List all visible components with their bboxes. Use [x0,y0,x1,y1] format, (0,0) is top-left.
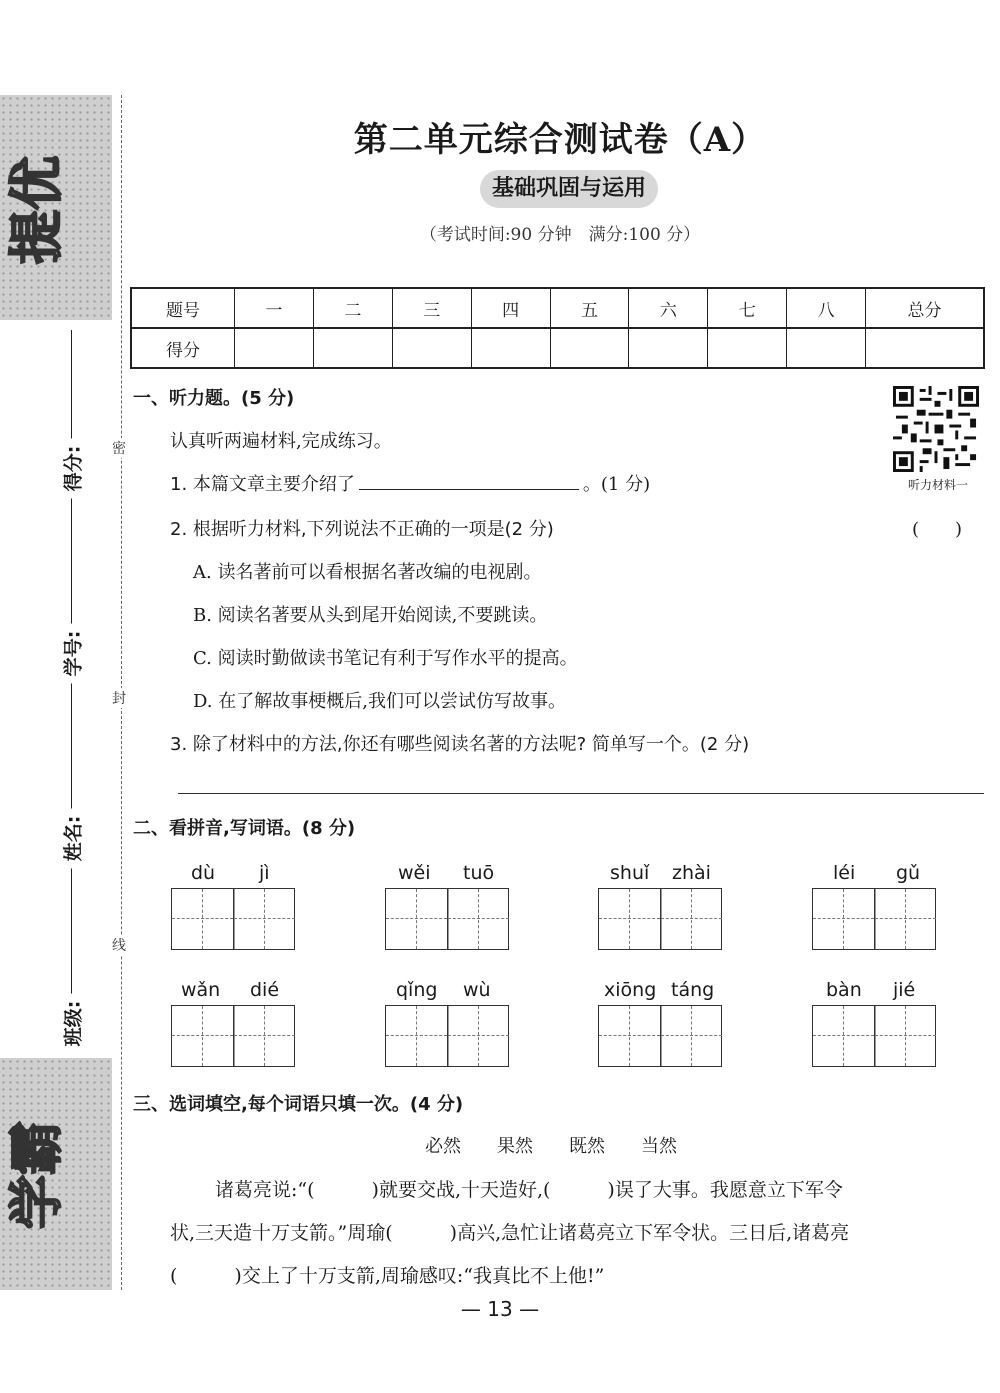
qr-code [893,386,979,472]
class-label: 班级: [59,994,86,1054]
question-1 [170,470,650,496]
pinyin: xiōng [604,979,657,1001]
pinyin: dù [191,862,216,884]
score-input-cell[interactable] [629,328,708,368]
page-title: 第二单元综合测试卷（A） [353,120,767,160]
section2-heading: 二、看拼音,写词语。(8 分) [133,818,356,839]
passage-line-2: 状,三天造十万支箭。”周瑜( )高兴,急忙让诸葛亮立下军令状。三日后,诸葛亮 [170,1222,850,1244]
pinyin: dié [250,979,280,1001]
pinyin: zhài [672,862,711,884]
question-3: 3. 除了材料中的方法,你还有哪些阅读名著的方法呢? 简单写一个。(2 分) [170,734,750,755]
section3-heading: 三、选词填空,每个词语只填一次。(4 分) [133,1094,464,1115]
option-b: B. 阅读名著要从头到尾开始阅读,不要跳读。 [193,605,548,626]
option-d: D. 在了解故事梗概后,我们可以尝试仿写故事。 [193,691,566,712]
table-cell: 三 [392,288,471,328]
pinyin: jì [259,862,270,884]
answer-blank[interactable] [359,473,579,490]
pinyin: wěi [398,862,431,884]
score-input-cell[interactable] [471,328,550,368]
writing-grid[interactable] [812,888,936,950]
passage-line-1: 诸葛亮说:“( )就要交战,十天造好,( )误了大事。我愿意立下军令 [215,1179,843,1201]
section1-intro: 认真听两遍材料,完成练习。 [170,431,392,452]
table-row [131,328,984,368]
pinyin: wǎn [181,979,221,1001]
answer-line[interactable] [178,793,984,794]
name-label: 姓名: [59,809,86,869]
pinyin: táng [671,979,715,1001]
table-cell: 六 [629,288,708,328]
table-cell: 八 [787,288,866,328]
table-cell: 五 [550,288,629,328]
section1-heading: 一、听力题。(5 分) [133,388,295,409]
pinyin: jié [893,979,916,1001]
score-label: 得分: [59,439,86,499]
seal-mark-mi: 密 [112,438,126,458]
writing-grid[interactable] [385,888,509,950]
seal-mark-xian: 线 [112,935,126,955]
score-input-cell[interactable] [787,328,866,368]
page-number: — 13 — [460,1297,540,1321]
table-cell: 七 [708,288,787,328]
word-bank: 必然 果然 既然 当然 [425,1136,677,1157]
passage-line-3: ( )交上了十万支箭,周瑜感叹:“我真比不上他!” [170,1265,605,1287]
score-input-cell[interactable] [866,328,985,368]
table-cell: 总分 [866,288,985,328]
student-id-label: 学号: [59,624,86,684]
question-1-score: 。(1 分) [582,474,651,495]
pinyin: tuō [463,862,495,884]
score-table [130,287,985,369]
writing-grid[interactable] [598,888,722,950]
writing-grid[interactable] [598,1005,722,1067]
subtitle: 基础巩固与运用 [480,170,658,208]
score-input-cell[interactable] [392,328,471,368]
pinyin: léi [833,862,856,884]
writing-grid[interactable] [171,1005,295,1067]
score-input-cell[interactable] [235,328,314,368]
question-2: 2. 根据听力材料,下列说法不正确的一项是(2 分) [170,519,554,540]
bottom-decoration-text: 学霸 [5,1121,68,1229]
pinyin: shuǐ [610,862,650,884]
answer-bracket[interactable]: ( ) [912,519,963,540]
table-cell: 得分 [131,328,235,368]
qr-caption: 听力材料一 [907,478,968,492]
pinyin: bàn [826,979,862,1001]
table-cell: 题号 [131,288,235,328]
writing-grid[interactable] [171,888,295,950]
exam-meta: （考试时间:90 分钟 满分:100 分） [419,225,701,245]
score-input-cell[interactable] [313,328,392,368]
writing-grid[interactable] [812,1005,936,1067]
table-cell: 四 [471,288,550,328]
question-1-text: 1. 本篇文章主要介绍了 [170,474,355,495]
pinyin: wù [463,979,491,1001]
table-cell: 一 [235,288,314,328]
score-input-cell[interactable] [708,328,787,368]
seal-mark-feng: 封 [112,688,126,708]
option-c: C. 阅读时勤做读书笔记有利于写作水平的提高。 [193,648,578,669]
score-input-cell[interactable] [550,328,629,368]
table-row [131,288,984,328]
table-cell: 二 [313,288,392,328]
option-a: A. 读名著前可以看根据名著改编的电视剧。 [193,562,542,583]
writing-grid[interactable] [385,1005,509,1067]
pinyin: gǔ [896,862,921,884]
pinyin: qǐng [396,979,438,1001]
top-decoration-text: 提优 [5,156,68,264]
